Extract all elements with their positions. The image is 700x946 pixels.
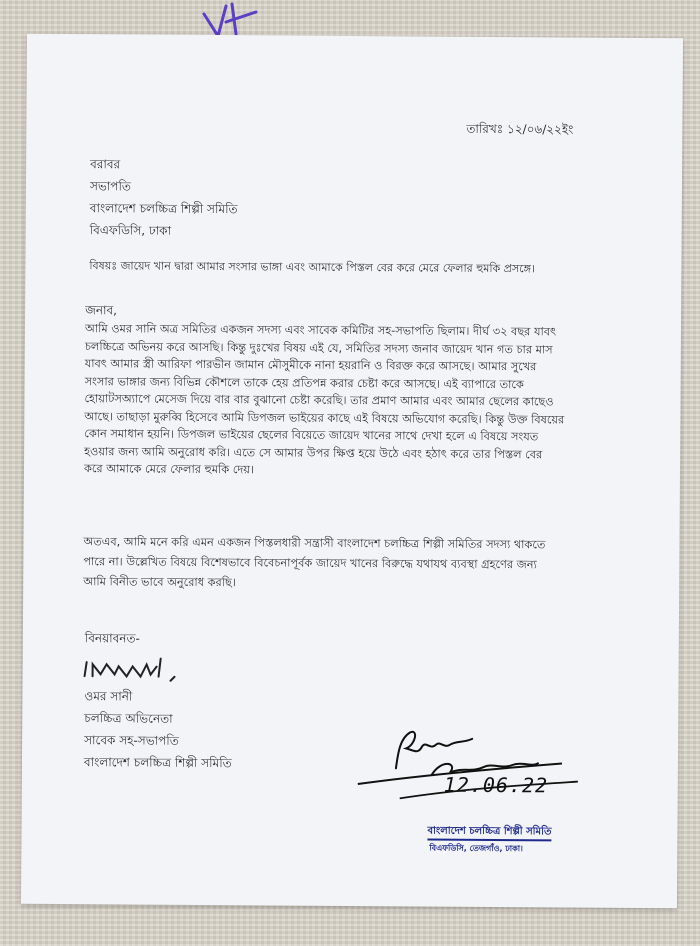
organization-seal [423, 825, 551, 860]
received-date: 12.06.22 [443, 772, 549, 798]
body-line: আমি বিনীত ভাবে অনুরোধ করছি। [83, 575, 236, 590]
body-line: যাবৎ আমার স্ত্রী আরিফা পারভীন জামান মৌসুমীকে নানা হয়রানি ও বিরক্ত করে আসছে। আমার সুখের [84, 357, 537, 374]
letter-page [21, 34, 683, 909]
body-line: সংসার ভাঙ্গার জন্য বিভিন্ন কৌশলে তাকে হেয় প্রতিপন্ন করার চেষ্টা করে আসছে। এই ব্যাপারে তাকে [84, 374, 524, 391]
address-line: বিএফডিসি, ঢাকা [89, 223, 172, 238]
signer-title: চলচ্চিত্র অভিনেতা [84, 711, 173, 726]
body-line: হওয়ার জন্য আমি অনুরোধ করি। এতে সে আমার উপর ক্ষিপ্ত হয়ে উঠে এবং হঠাৎ করে তার পিস্তল বের [84, 444, 543, 461]
seal-line: বিএফডিসি, তেজগাঁও, ঢাকা। [429, 843, 523, 854]
signer-organization: বাংলাদেশ চলচ্চিত্র শিল্পী সমিতি [83, 755, 232, 771]
body-paragraph-2 [83, 532, 545, 595]
letter-subject: বিষয়ঃ জায়েদ খান দ্বারা আমার সংসার ভাঙ্গা এবং আমাকে পিস্তল বের করে মেরে ফেলার হুমকি প্রসঙ্গে। [89, 259, 535, 276]
body-line: আমি ওমর সানি অত্র সমিতির একজন সদস্য এবং সাবেক কমিটির সহ-সভাপতি ছিলাম। দীর্ঘ ৩২ বছর যাবৎ [84, 322, 557, 339]
address-line: বাংলাদেশ চলচ্চিত্র শিল্পী সমিতি [89, 201, 238, 217]
body-line: অতএব, আমি মনে করি এমন একজন পিস্তলধারী সন্ত্রাসী বাংলাদেশ চলচ্চিত্র শিল্পী সমিতির সদস্য থাকতে [83, 535, 546, 552]
body-line: করে আমাকে মেরে ফেলার হুমকি দেয়। [83, 462, 255, 477]
body-line: কোন সমাধান হয়নি। ডিপজল ভাইয়ের ছেলের বিয়েতে জায়েদ খানের সাথে দেখা হলে এ বিষয়ে সংযত [84, 427, 539, 444]
body-line: হোয়াটসঅ্যাপে মেসেজ দিয়ে বার বার বুঝানো চেষ্টা করেছি। তার প্রমাণ আমার এবং আমার ছেলের কাছেও [84, 392, 554, 409]
body-paragraph-1 [84, 320, 565, 481]
signer-title: সাবেক সহ-সভাপতি [84, 733, 179, 748]
body-line: চলচ্চিত্রে অভিনয় করে আসছি। কিন্তু দুঃখের বিষয় এই যে, সমিতির সদস্য জনাব জায়েদ খান গত চার মাস [84, 339, 553, 356]
sender-signature [80, 646, 200, 687]
body-line: আছে। তাছাড়া মুরুব্বি হিসেবে আমি ডিপজল ভাইয়ের কাছে এই বিষয়ে অভিযোগ করেছি। কিন্তু উক্ত বিষয়ের [84, 409, 565, 426]
address-line: সভাপতি [89, 179, 131, 194]
body-line: পারে না। উল্লেখিত বিষয়ে বিশেষভাবে বিবেচনাপূর্বক জায়েদ খানের বিরুদ্ধে যথাযথ ব্যবস্থা গ্রহণের জন্য [83, 555, 537, 572]
letter-date: তারিখঃ ১২/০৬/২২ইং [466, 121, 574, 137]
signer-name: ওমর সানী [84, 689, 133, 704]
address-line: বরাবর [90, 157, 121, 172]
closing: বিনয়াবনত- [84, 631, 140, 646]
salutation: জনাব, [85, 303, 118, 318]
seal-line: বাংলাদেশ চলচ্চিত্র শিল্পী সমিতি [427, 827, 551, 842]
